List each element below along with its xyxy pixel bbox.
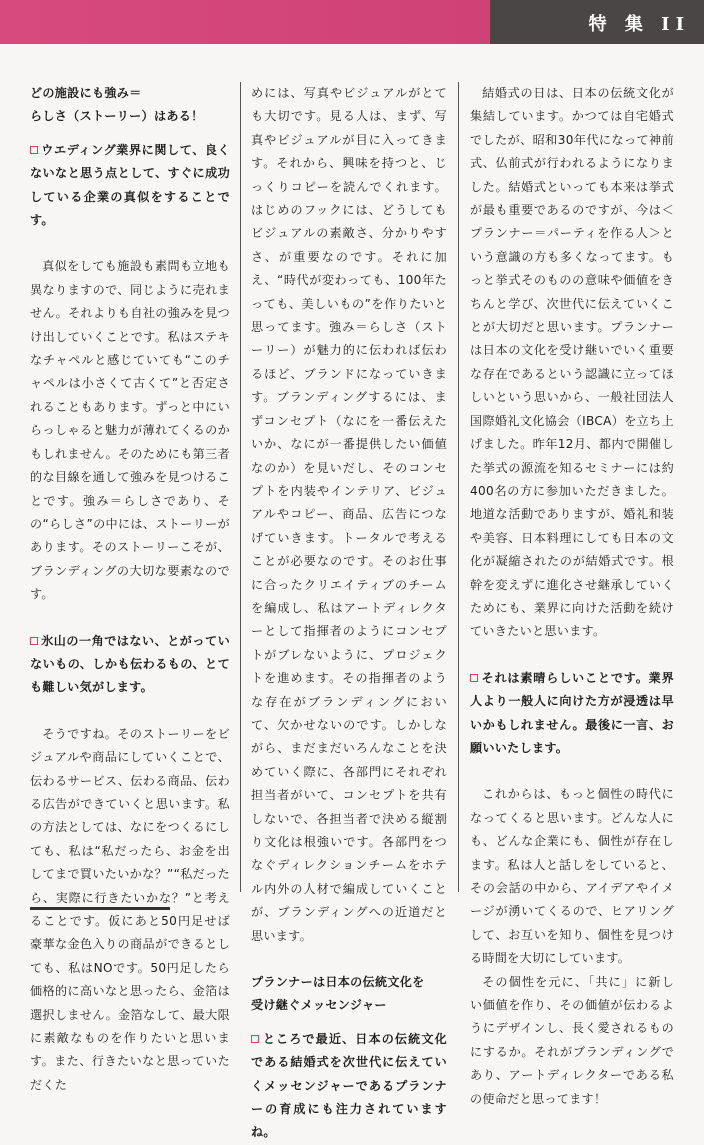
header-accent-bar [0,0,490,44]
subheading-line: どの施設にも強み＝ [30,86,142,100]
column-divider [240,82,241,892]
question-block [30,139,230,233]
square-bullet-icon [251,1035,259,1043]
article-column-1 [30,82,230,1092]
answer-paragraph: 結婚式の日は、日本の伝統文化が集結しています。かつては自宅婚式でしたが、昭和30年代になって神前式、仏前式が行われるようになりました。結婚式といっても本来は挙式が最も重要であるのですが、今は＜プランナー＝パーティを作る人＞という意識の方も多くなってます。もっと挙式そのものの意味や価値をきちんと学び、次世代に伝えていくことが大切だと思います。プランナーは日本の文化を受け継いでいく重要な存在であるという認識に立ってほしいという思いから、一般社団法人 国際婚礼文化協会（IBCA）を立ち上げました。昨年12月、都内で開催した挙式の源流を知るセミナーには約400名の方に参加いただきました。地道な活動でありますが、婚礼和装や美容、日本料理にしても日本の文化が凝縮されたのが結婚式です。根幹を変えずに進化させ継承していくためにも、業界に向けた活動を続けていきたいと思います。 [470,86,674,639]
question-text: ウエディング業界に関して、良くないなと思う点として、すぐに成功している企業の真似をすることです。 [30,142,230,228]
column-divider [458,82,459,892]
square-bullet-icon [470,674,478,682]
header-section-bar [490,0,704,44]
answer-paragraph: そうですね。そのストーリーをビジュアルや商品にしていくことで、伝わるサービス、伝わる商品、伝わる広告ができていくと思います。私の方法としては、なにをつくるにしても、私は“私だったら、お金を出してまで買いたいかな？”“私だったら、実際に行きたいかな？”と考えることです。仮にあと50円足せば豪華な金色入りの商品ができるとしても、私はNOです。50円足したら価格的に高いなと思ったら、金箔は選択しません。金箔なして、最大限に素敵なものを作りたいと思います。また、行きたいなと思っていただくた [30,726,230,1092]
answer-paragraph: その個性を元に、「共に」に新しい価値を作り、その価値が伝わるようにデザインし、長く愛されるものにするか。それがブランディングであり、アートディレクターである私の使命だと思ってます！ [470,974,674,1106]
subheading-line: 受け継ぐメッセンジャー [251,998,387,1013]
footer-rule [30,907,170,910]
question-block [30,630,230,700]
question-block [470,667,674,761]
question-text: それは素晴らしいことです。業界人より一般人に向けた方が浸透は早いかもしれません。最後に一言、お願いいたします。 [470,670,674,755]
answer-paragraph: めには、写真やビジュアルがとても大切です。見る人は、まず、写真やビジュアルが目に入ってきます。それから、興味を持つと、じっくりコピーを読んでくれます。はじめのフックには、どうしてもビジュアルの素敵さ、分かりやすさ、が重要なのです。それに加え、“時代が変わっても、100年たっても、美しいもの”を作りたいと思ってます。強み＝らしさ（ストーリー）が魅力的に伝われば伝わるほど、ブランドになっていきます。ブランディングするには、まずコンセプト（なにを一番伝えたいか、なにが一番提供したい価値なのか）を見いだし、そのコンセプトを内装やインテリア、ビジュアルやコピー、商品、広告につなげていきます。トータルで考えることが必要なのです。そのお仕事に合ったクリエイティブのチームを編成し、私はアートディレクターとして指揮者のようにコンセプトがブレないように、プロジェクトを進めます。その指揮者のような存在がブランディングにおいて、欠かせないのです。しかしながら、まだまだいろんなことを決めていく際に、各部門にそれぞれ担当者がいて、コンセプトを共有しないで、各担当者で決める縦割り文化は根強いです。各部門をつなぐディレクションチームをホテル内外の人材で編成していくことが、ブランディングへの近道だと思います。 [251,86,447,943]
subheading-line: らしさ（ストーリー）はある！ [30,109,204,124]
section-title: 特 集 II [588,14,690,35]
question-text: 氷山の一角ではない、とがっていないもの、しかも伝わるもの、とても難しい気がします。 [30,633,230,695]
square-bullet-icon [30,146,38,154]
article-column-3 [470,82,674,1106]
square-bullet-icon [30,637,38,645]
subheading-line: プランナーは日本の伝統文化を [251,975,425,990]
question-text: ところで最近、日本の伝統文化である結婚式を次世代に伝えていくメッセンジャーであるプランナーの育成にも注力されていますね。 [251,1031,447,1140]
article-column-2 [251,82,447,1140]
question-block [251,1028,447,1145]
answer-paragraph: これからは、もっと個性の時代になってくると思います。どんな人にも、どんな企業にも、個性が存在します。私は人と話しをしていると、その会話の中から、アイデアやイメージが湧いてくるので、ヒアリングして、お互いを知り、個性を見つける時間を大切にしています。 [470,787,674,966]
answer-paragraph: 真似をしても施設も素問も立地も異なりますので、同じように売れません。それよりも自社の強みを見つけ出していくことです。私はステキなチャペルと感じていても“このチャペルは小さくて古くて”と否定されることもあります。ずっと中にいらっしゃると魅力が薄れてくるのかもしれません。そのためにも第三者的な目線を通して強みを見つけることです。強み＝らしさであり、その“らしさ”の中には、ストーリーがあります。そのストーリーこそが、ブランディングの大切な要素なのです。 [30,259,230,602]
